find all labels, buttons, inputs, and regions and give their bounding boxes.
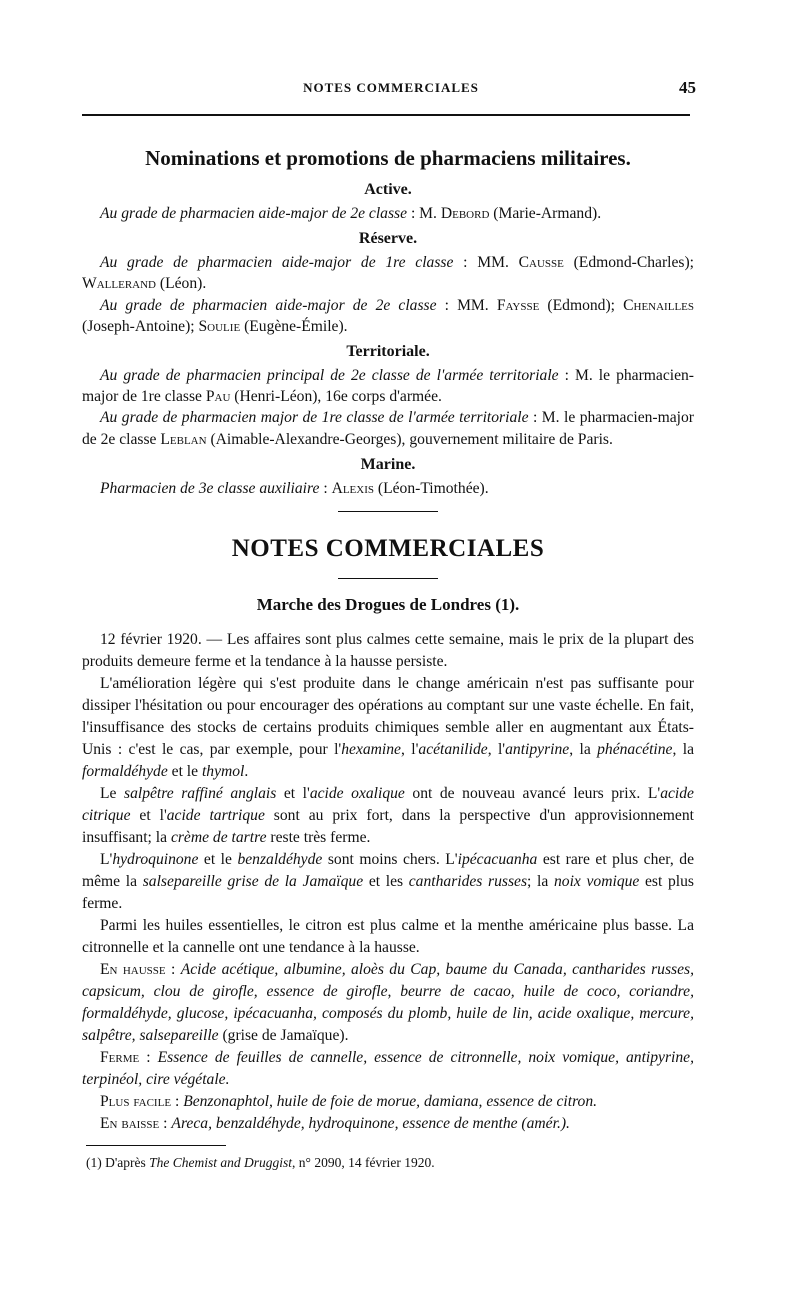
person-name: Soulie bbox=[198, 317, 241, 335]
person-name: Chenailles bbox=[623, 296, 694, 314]
ferme-list: Ferme : Essence de feuilles de cannelle, essence de citronnelle, noix vomique, antipyrine, terpinéol, cire végétale. bbox=[82, 1049, 694, 1089]
reserve-heading: Réserve. bbox=[358, 230, 418, 248]
person-name: Debord bbox=[440, 205, 490, 222]
paragraph-2: L'amélioration légère qui s'est produite dans le change américain n'est pas suffisante pour dissiper l'hésitation ou pour encourager des opérations au comptant sur une vaste échelle. En fait, l'insuffisance des stocks de certains produits chimiques semble aller en augmentant aux États-Unis : c'est le cas, par exemple, pour l'hexamine, l'acétanilide, l'antipyrine, la phénacétine, la formaldéhyde et le thymol. bbox=[82, 675, 694, 781]
nominations-section bbox=[82, 145, 694, 499]
person-name: Pau bbox=[205, 388, 231, 406]
active-entry: Au grade de pharmacien aide-major de 2e classe : M. Debord (Marie-Armand). bbox=[100, 205, 602, 222]
nominations-title: Nominations et promotions de pharmaciens militaires. bbox=[145, 146, 631, 170]
plus-facile-list: Plus facile : Benzonaphtol, huile de foie de morue, damiana, essence de citron. bbox=[100, 1093, 598, 1111]
market-title: Marche des Drogues de Londres (1). bbox=[256, 595, 520, 615]
page-content bbox=[82, 145, 694, 1174]
en-baisse-list: En baisse : Areca, benzaldéhyde, hydroquinone, essence de menthe (amér.). bbox=[100, 1115, 570, 1133]
paragraph-3: Le salpêtre raffiné anglais et l'acide oxalique ont de nouveau avancé leurs prix. L'acide citrique et l'acide tartrique sont au prix fort, dans la perspective d'un approvisionnement insuffisant; la crème de tartre reste très ferme. bbox=[82, 785, 694, 847]
paragraph-4: L'hydroquinone et le benzaldéhyde sont moins chers. L'ipécacuanha est rare et plus cher, de même la salsepareille grise de la Jamaïque et les cantharides russes; la noix vomique est plus ferme. bbox=[82, 851, 695, 913]
active-grade: Au grade de pharmacien aide-major de 2e classe bbox=[100, 205, 408, 222]
page-header bbox=[82, 78, 700, 102]
territoriale-entry-2: Au grade de pharmacien major de 1re classe de l'armée territoriale : M. le pharmacien-major de 2e classe Leblan (Aimable-Alexandre-Georges), gouvernement militaire de Paris. bbox=[82, 409, 694, 448]
marine-entry: Pharmacien de 3e classe auxiliaire : Alexis (Léon-Timothée). bbox=[100, 479, 489, 497]
footnote-rule bbox=[86, 1145, 226, 1146]
section-divider bbox=[338, 511, 438, 512]
person-name: Causse bbox=[518, 254, 564, 272]
territoriale-heading: Territoriale. bbox=[346, 343, 430, 361]
reserve-entry-2: Au grade de pharmacien aide-major de 2e classe : MM. Faysse (Edmond); Chenailles (Joseph-Antoine); Soulie (Eugène-Émile). bbox=[82, 296, 694, 335]
en-hausse-list: En hausse : Acide acétique, albumine, aloès du Cap, baume du Canada, cantharides russes, capsicum, clou de girofle, essence de girofle, beurre de cacao, huile de coco, coriandre, formaldéhyde, glucose, ipécacuanha, composés du plomb, huile de lin, acide oxalique, mercure, salpêtre, salsepareille (grise de Jamaïque). bbox=[82, 961, 694, 1045]
title-rule bbox=[338, 578, 438, 579]
person-name: Wallerand bbox=[82, 275, 156, 293]
page-number: 45 bbox=[679, 78, 696, 97]
header-rule bbox=[82, 114, 690, 116]
list-label: En baisse bbox=[100, 1115, 160, 1133]
marine-heading: Marine. bbox=[360, 455, 416, 473]
notes-title: NOTES COMMERCIALES bbox=[231, 535, 545, 563]
person-name: Faysse bbox=[496, 296, 540, 314]
list-label: Ferme bbox=[100, 1049, 140, 1067]
paragraph-1: 12 février 1920. — Les affaires sont plus calmes cette semaine, mais le prix de la plupart des produits demeure ferme et la tendance à la hausse persiste. bbox=[82, 631, 694, 671]
paragraph-5: Parmi les huiles essentielles, le citron est plus calme et la menthe américaine plus basse. La citronnelle et la cannelle ont une tendance à la hausse. bbox=[82, 917, 694, 957]
active-heading: Active. bbox=[364, 181, 412, 198]
footnote: (1) D'après The Chemist and Druggist, n° 2090, 14 février 1920. bbox=[86, 1155, 435, 1171]
reserve-entry-1: Au grade de pharmacien aide-major de 1re classe : MM. Causse (Edmond-Charles); Wallerand (Léon). bbox=[82, 254, 694, 293]
person-name: Leblan bbox=[160, 430, 207, 448]
list-label: En hausse bbox=[100, 961, 166, 979]
territoriale-entry-1: Au grade de pharmacien principal de 2e classe de l'armée territoriale : M. le pharmacien-major de 1re classe Pau (Henri-Léon), 16e corps d'armée. bbox=[82, 367, 694, 406]
person-name: Alexis bbox=[331, 479, 374, 497]
notes-commerciales-section bbox=[82, 534, 694, 1174]
running-title: NOTES COMMERCIALES bbox=[303, 80, 479, 95]
list-label: Plus facile bbox=[100, 1093, 172, 1111]
